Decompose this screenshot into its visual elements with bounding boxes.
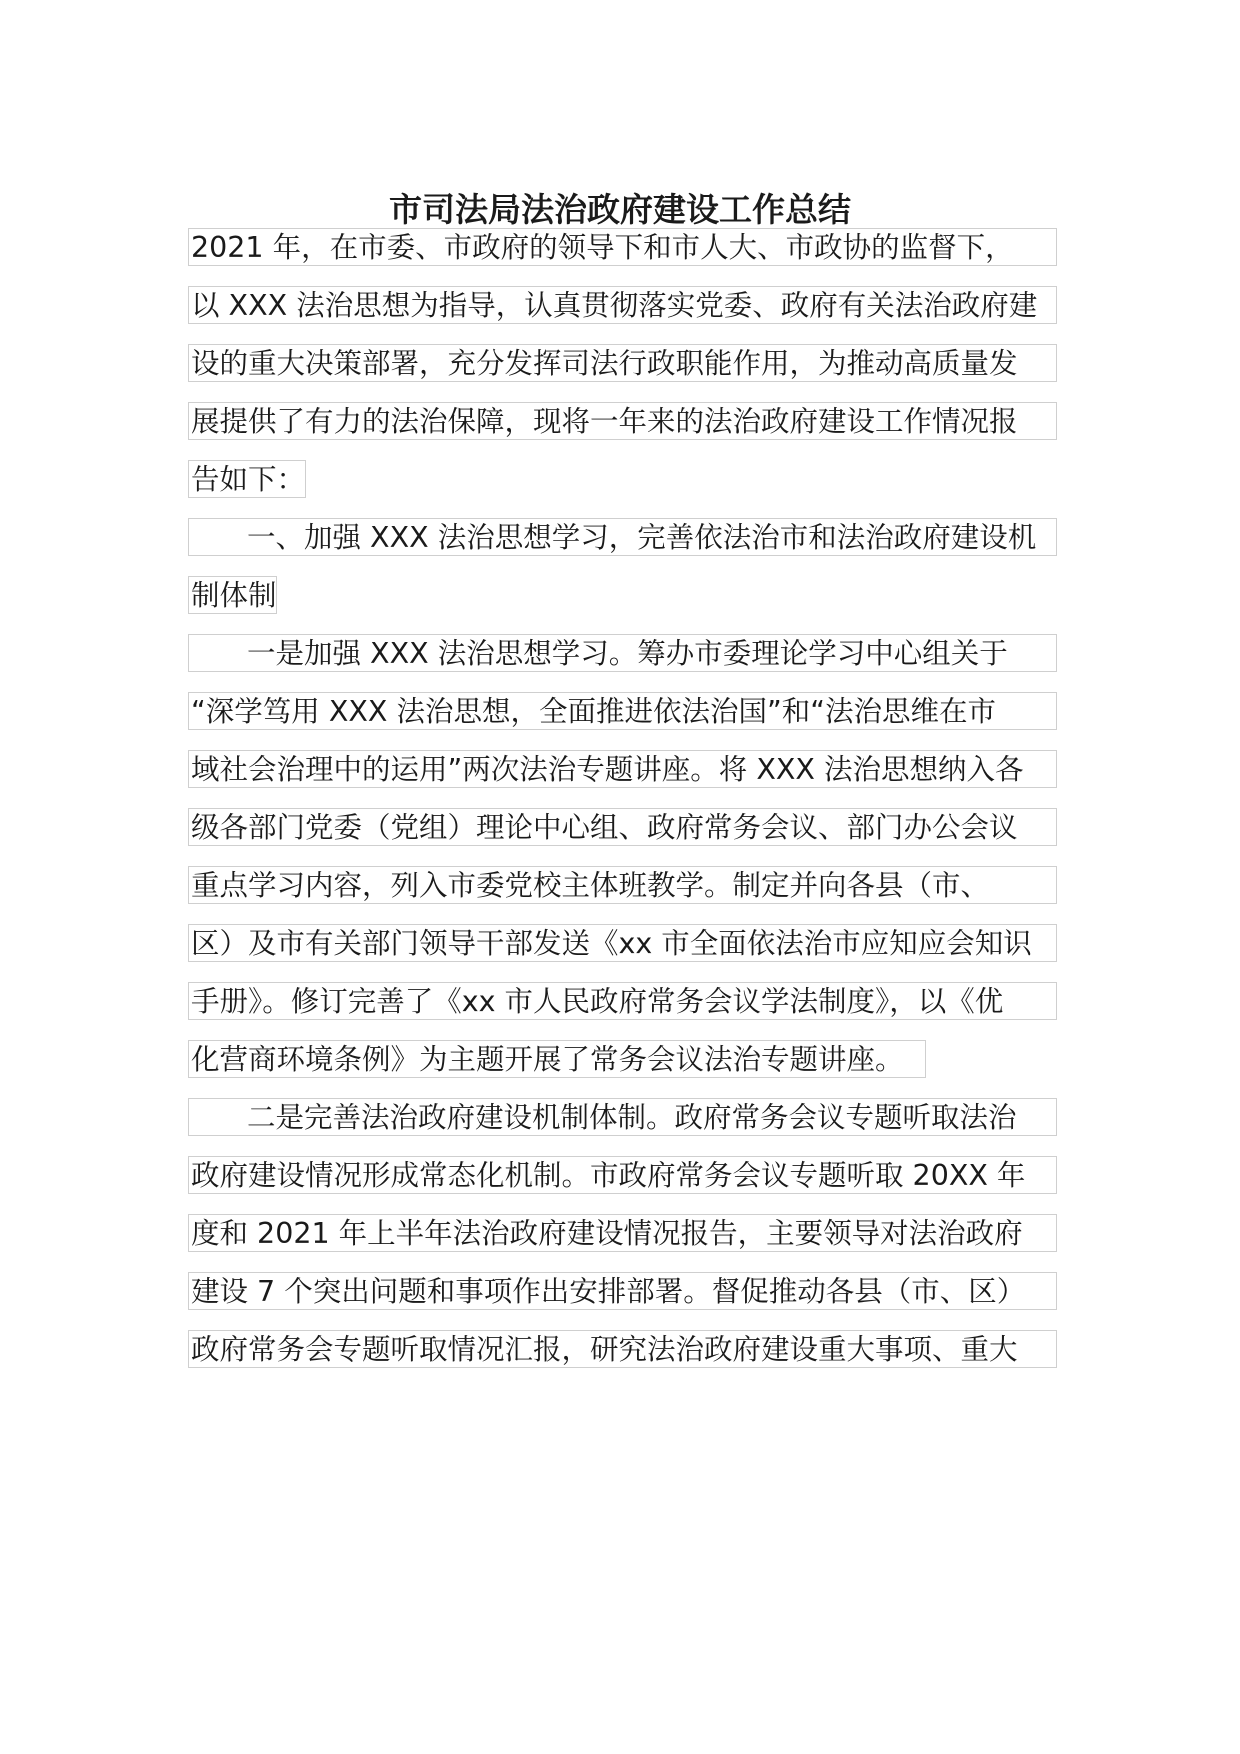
text-line: 展提供了有力的法治保障，现将一年来的法治政府建设工作情况报	[188, 402, 1057, 440]
text-line: 区）及市有关部门领导干部发送《xx 市全面依法治市应知应会知识	[188, 924, 1057, 962]
text-line: 级各部门党委（党组）理论中心组、政府常务会议、部门办公会议	[188, 808, 1057, 846]
document-title: 市司法局法治政府建设工作总结	[389, 190, 851, 229]
text-line: 以 XXX 法治思想为指导，认真贯彻落实党委、政府有关法治政府建	[188, 286, 1057, 324]
text-line: 手册》。修订完善了《xx 市人民政府常务会议学法制度》，以《优	[188, 982, 1057, 1020]
text-line: 告如下：	[188, 460, 306, 498]
text-line: 度和 2021 年上半年法治政府建设情况报告，主要领导对法治政府	[188, 1214, 1057, 1252]
text-line: 设的重大决策部署，充分发挥司法行政职能作用，为推动高质量发	[188, 344, 1057, 382]
text-line: 2021 年，在市委、市政府的领导下和市人大、市政协的监督下，	[188, 228, 1057, 266]
text-line: 重点学习内容，列入市委党校主体班教学。制定并向各县（市、	[188, 866, 1057, 904]
text-line: 域社会治理中的运用”两次法治专题讲座。将 XXX 法治思想纳入各	[188, 750, 1057, 788]
section-heading-continued: 制体制	[188, 576, 277, 614]
text-line: 政府常务会专题听取情况汇报，研究法治政府建设重大事项、重大	[188, 1330, 1057, 1368]
text-line: “深学笃用 XXX 法治思想，全面推进依法治国”和“法治思维在市	[188, 692, 1057, 730]
text-line: 建设 7 个突出问题和事项作出安排部署。督促推动各县（市、区）	[188, 1272, 1057, 1310]
section-heading: 一、加强 XXX 法治思想学习，完善依法治市和法治政府建设机	[188, 518, 1057, 556]
text-line: 一是加强 XXX 法治思想学习。筹办市委理论学习中心组关于	[188, 634, 1057, 672]
text-line: 政府建设情况形成常态化机制。市政府常务会议专题听取 20XX 年	[188, 1156, 1057, 1194]
text-line: 化营商环境条例》为主题开展了常务会议法治专题讲座。	[188, 1040, 926, 1078]
text-line: 二是完善法治政府建设机制体制。政府常务会议专题听取法治	[188, 1098, 1057, 1136]
